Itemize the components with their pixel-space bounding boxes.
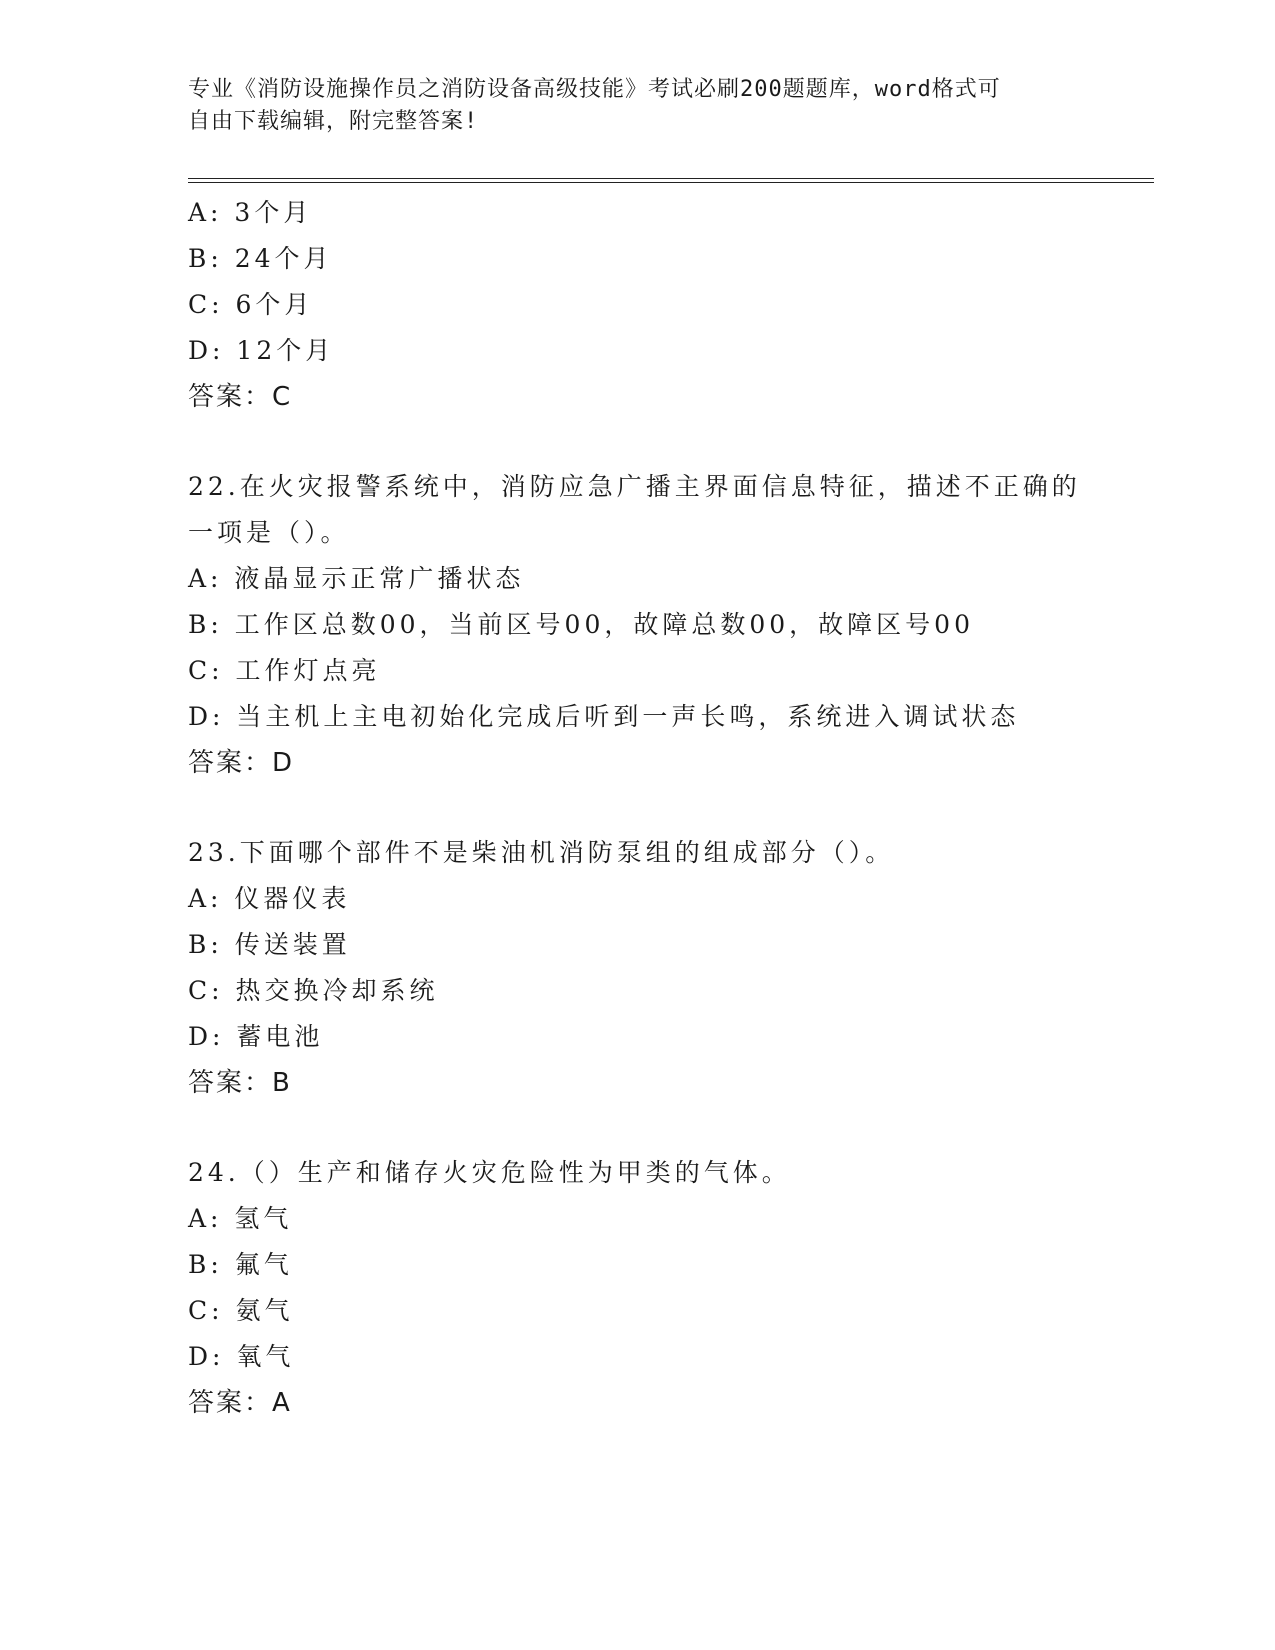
- option-b: B: 传送装置: [188, 930, 351, 959]
- option-d: D: 12个月: [188, 336, 335, 365]
- option-a: A: 氢气: [188, 1204, 293, 1233]
- question-22: [188, 464, 1148, 786]
- question-list: [188, 190, 1148, 1426]
- question-stem: 22.在火灾报警系统中，消防应急广播主界面信息特征，描述不正确的: [188, 472, 1081, 501]
- option-c: C: 氨气: [188, 1296, 294, 1325]
- answer-line: 答案：D: [188, 748, 295, 778]
- question-24: [188, 1150, 1148, 1426]
- option-b: B: 24个月: [188, 244, 333, 273]
- option-d: D: 当主机上主电初始化完成后听到一声长鸣，系统进入调试状态: [188, 702, 1020, 731]
- header-line-1: 专业《消防设施操作员之消防设备高级技能》考试必刷200题题库，word格式可: [188, 77, 1001, 102]
- option-a: A: 3个月: [188, 198, 313, 227]
- document-header: [188, 74, 1088, 138]
- answer-line: 答案：B: [188, 1068, 292, 1098]
- question-stem: 23.下面哪个部件不是柴油机消防泵组的组成部分（）。: [188, 838, 895, 867]
- spacer: [188, 1106, 1148, 1150]
- option-c: C: 热交换冷却系统: [188, 976, 439, 1005]
- question-stem-continued: 一项是（）。: [188, 518, 350, 547]
- option-c: C: 6个月: [188, 290, 314, 319]
- option-a: A: 仪器仪表: [188, 884, 351, 913]
- spacer: [188, 786, 1148, 830]
- answer-line: 答案：A: [188, 1388, 292, 1418]
- header-line-2: 自由下载编辑，附完整答案!: [188, 109, 479, 134]
- spacer: [188, 420, 1148, 464]
- option-d: D: 氧气: [188, 1342, 295, 1371]
- option-d: D: 蓄电池: [188, 1022, 324, 1051]
- question-stem: 24.（）生产和储存火灾危险性为甲类的气体。: [188, 1158, 791, 1187]
- answer-line: 答案：C: [188, 382, 293, 412]
- option-c: C: 工作灯点亮: [188, 656, 381, 685]
- option-b: B: 工作区总数00，当前区号00，故障总数00，故障区号00: [188, 610, 974, 639]
- header-divider: [188, 178, 1154, 183]
- question-23: [188, 830, 1148, 1106]
- question-21: [188, 190, 1148, 420]
- option-b: B: 氟气: [188, 1250, 293, 1279]
- option-a: A: 液晶显示正常广播状态: [188, 564, 525, 593]
